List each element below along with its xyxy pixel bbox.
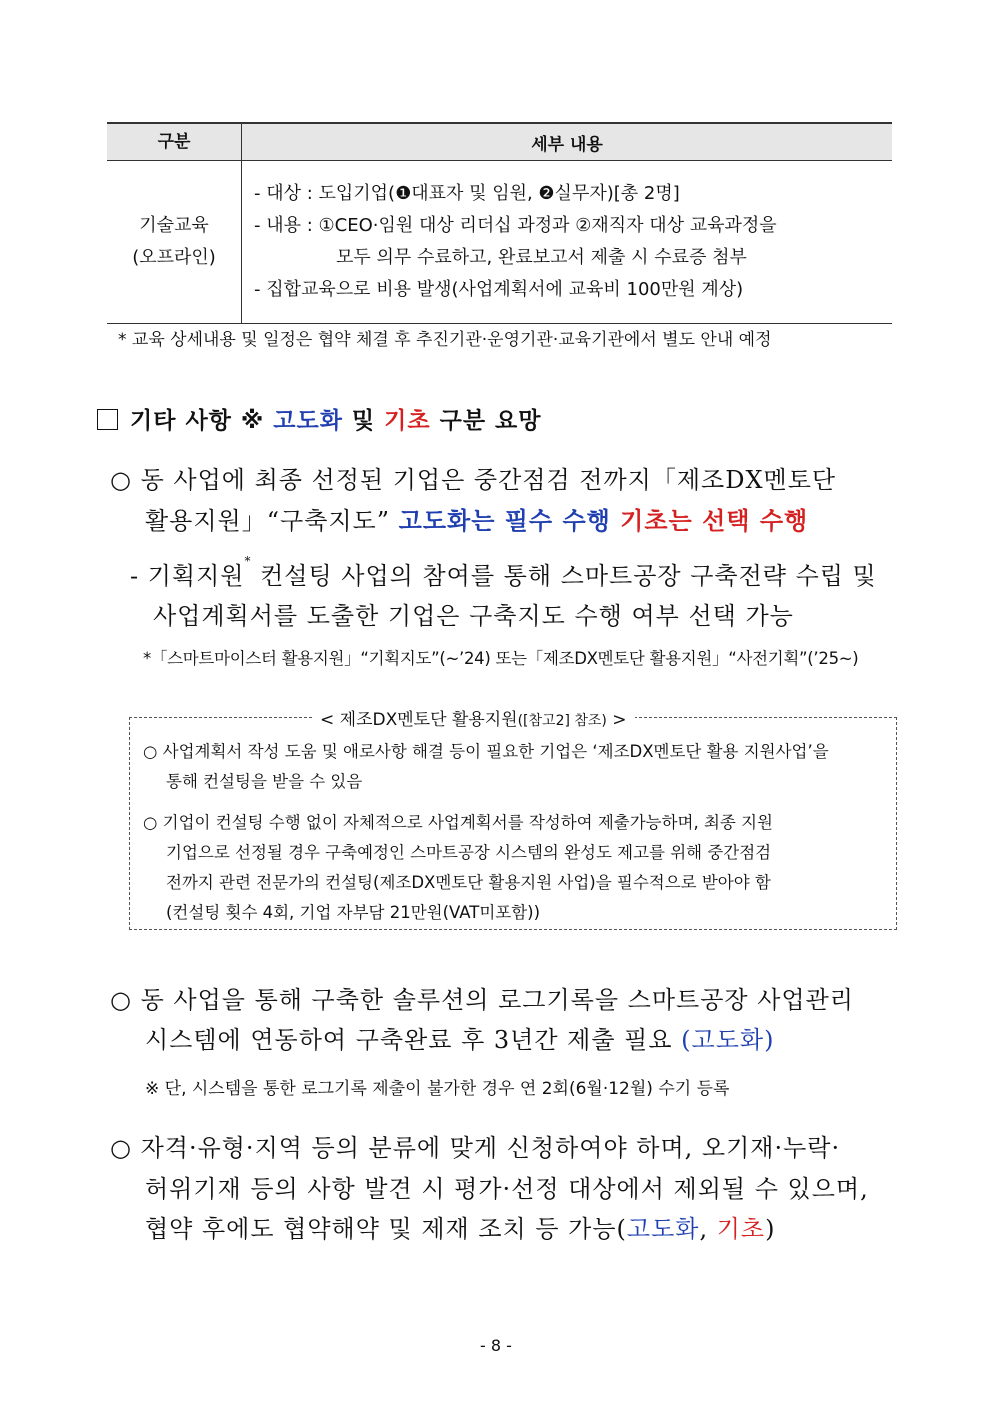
education-table <box>107 122 892 324</box>
para1-line2-plain: 활용지원」“구축지도” <box>145 507 399 535</box>
detail-cost: - 집합교육으로 비용 발생(사업계획서에 교육비 100만원 계상) <box>254 279 744 300</box>
info-item1-line2: 통해 컨설팅을 받을 수 있음 <box>166 772 363 791</box>
para3-basic-tag: 기초 <box>716 1215 766 1243</box>
info-title-ref: ([참고2] 참조) <box>517 713 607 729</box>
para2-note: ※ 단, 시스템을 통한 로그기록 제출이 불가한 경우 연 2회(6월·12월) 수기 등록 <box>145 1079 730 1099</box>
para3-end: ) <box>765 1215 776 1243</box>
info-item1-line1: ○ 사업계획서 작성 도움 및 애로사항 해결 등이 필요한 기업은 ‘제조DX멘토단 활용 지원사업’을 <box>143 742 829 761</box>
info-title-a: < 제조DX멘토단 활용지원 <box>320 710 518 730</box>
para1-line1: ○ 동 사업에 최종 선정된 기업은 중간점검 전까지「제조DX멘토단 <box>110 466 837 494</box>
section-prefix: 기타 사항 ※ <box>130 408 274 434</box>
para1-line2 <box>145 501 808 536</box>
row-detail <box>242 161 893 324</box>
para3-line3 <box>145 1209 775 1244</box>
row-label <box>107 161 242 324</box>
para1-advanced-required: 고도화는 필수 수행 <box>398 506 611 535</box>
section-mid: 및 <box>342 408 385 434</box>
table-row <box>107 161 892 324</box>
para3-sep: , <box>699 1215 717 1243</box>
sub-line1-b: 컨설팅 사업의 참여를 통해 스마트공장 구축전략 수립 및 <box>251 562 877 590</box>
sub-line1-a: - 기획지원 <box>130 562 245 590</box>
checkbox-square-icon <box>97 409 118 430</box>
info-item2-line2: 기업으로 선정될 경우 구축예정인 스마트공장 시스템의 완성도 제고를 위해 중간점검 <box>166 843 772 862</box>
page-number: - 8 - <box>480 1336 512 1355</box>
detail-target: - 대상 : 도입기업(❶대표자 및 임원, ❷실무자)[총 2명] <box>254 183 680 204</box>
section-suffix: 구분 요망 <box>430 408 542 434</box>
info-item2-line3: 전까지 관련 전문가의 컨설팅(제조DX멘토단 활용지원 사업)을 필수적으로 받아야 함 <box>166 873 771 892</box>
para1-sub-line2: 사업계획서를 도출한 기업은 구축지도 수행 여부 선택 가능 <box>153 602 794 630</box>
info-item2-line4: (컨설팅 횟수 4회, 기업 자부담 21만원(VAT미포함)) <box>166 903 541 922</box>
row-label-line2: (오프라인) <box>132 247 216 268</box>
section-highlight-basic: 기초 <box>384 408 431 434</box>
para3-line1: ○ 자격·유형·지역 등의 분류에 맞게 신청하여야 하며, 오기재·누락· <box>110 1134 841 1162</box>
para2-line2 <box>145 1020 774 1055</box>
para1-sub-footnote: *「스마트마이스터 활용지원」“기획지도”(~’24) 또는「제조DX멘토단 활용지원」“사전기획”(’25~) <box>143 649 859 668</box>
para2-line1: ○ 동 사업을 통해 구축한 솔루션의 로그기록을 스마트공장 사업관리 <box>110 986 854 1014</box>
para2-line2-plain: 시스템에 연동하여 구축완료 후 3년간 제출 필요 <box>145 1026 682 1054</box>
table-header-category: 구분 <box>107 123 242 161</box>
info-item2-line1: ○ 기업이 컨설팅 수행 없이 자체적으로 사업계획서를 작성하여 제출가능하며, 최종 지원 <box>143 813 773 832</box>
table-footnote: * 교육 상세내용 및 일정은 협약 체결 후 추진기관·운영기관·교육기관에서 별도 안내 예정 <box>118 330 772 350</box>
info-box-title <box>312 705 635 730</box>
section-highlight-advanced: 고도화 <box>273 408 343 434</box>
table-header-row <box>107 123 892 161</box>
para3-advanced-tag: 고도화 <box>626 1215 700 1243</box>
table-header-detail: 세부 내용 <box>242 123 893 161</box>
para1-basic-optional: 기초는 선택 수행 <box>610 506 809 535</box>
para2-advanced-tag: (고도화) <box>681 1026 775 1054</box>
section-heading <box>97 402 541 435</box>
para1-sub-line1 <box>130 556 877 591</box>
sub-line1-sup: * <box>244 554 252 568</box>
detail-content: - 내용 : ①CEO·임원 대상 리더십 과정과 ②재직자 대상 교육과정을 <box>254 215 777 236</box>
row-label-line1: 기술교육 <box>139 215 209 236</box>
para3-line3-plain: 협약 후에도 협약해약 및 제재 조치 등 가능( <box>145 1215 627 1243</box>
detail-content-cont: 모두 의무 수료하고, 완료보고서 제출 시 수료증 첨부 <box>336 247 747 268</box>
para3-line2: 허위기재 등의 사항 발견 시 평가·선정 대상에서 제외될 수 있으며, <box>145 1175 869 1203</box>
info-title-b: > <box>606 710 627 730</box>
